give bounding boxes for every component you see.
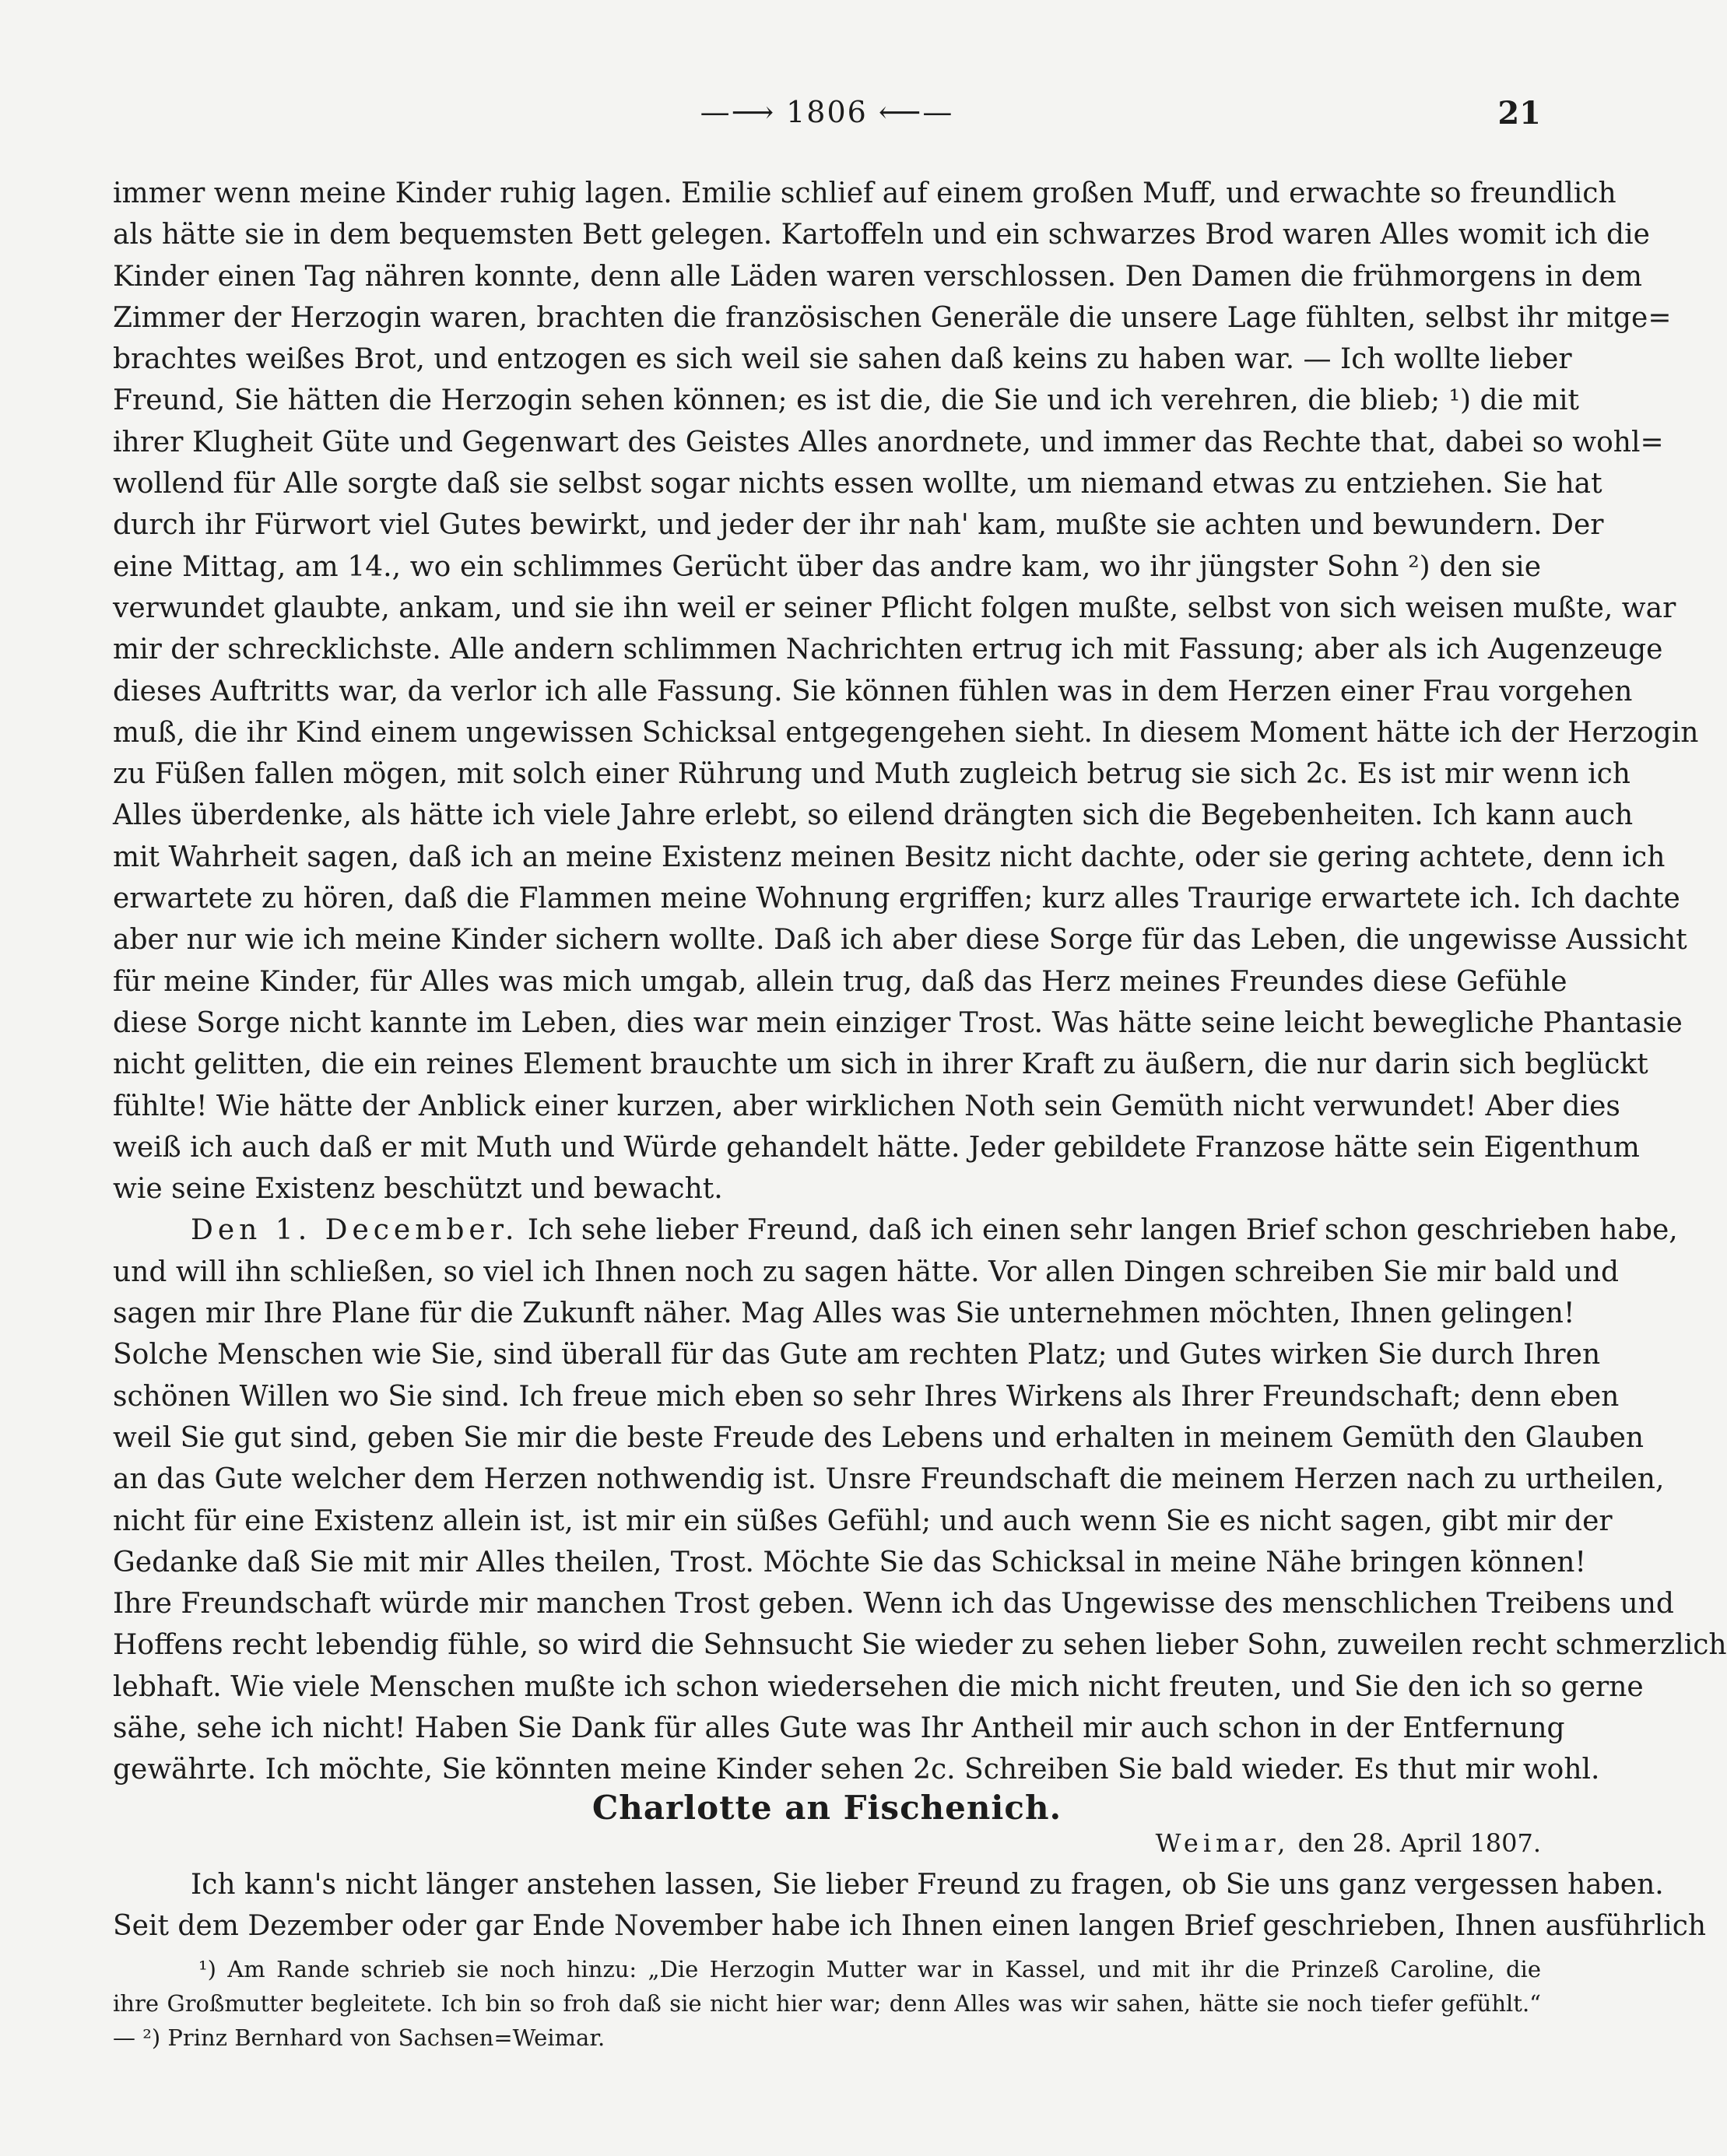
text-line: als hätte sie in dem bequemsten Bett gelegen. Kartoffeln und ein schwarzes Brod waren Alles womit ich die <box>113 219 1650 251</box>
text-line: Solche Menschen wie Sie, sind überall für das Gute am rechten Platz; und Gutes wirken Sie durch Ihren <box>113 1339 1601 1371</box>
text-line: sähe, sehe ich nicht! Haben Sie Dank für alles Gute was Ihr Antheil mir auch schon in der Entfernung <box>113 1712 1565 1744</box>
letter-dateline <box>1156 1828 1541 1858</box>
footnote-line: ¹) Am Rande schrieb sie noch hinzu: „Die Herzogin Mutter war in Kassel, und mit ihr die Prinzeß Caroline, die <box>198 1956 1541 1982</box>
text-line: durch ihr Fürwort viel Gutes bewirkt, und jeder der ihr nah' kam, mußte sie achten und bewundern. Der <box>113 509 1604 542</box>
text-line: Ich kann's nicht länger anstehen lassen, Sie lieber Freund zu fragen, ob Sie uns ganz vergessen haben. <box>191 1869 1664 1901</box>
paragraph-december-first-line <box>113 1210 1678 1251</box>
text-line: sagen mir Ihre Plane für die Zukunft näher. Mag Alles was Sie unternehmen möchten, Ihnen gelingen! <box>113 1297 1575 1330</box>
text-line: an das Gute welcher dem Herzen nothwendig ist. Unsre Freundschaft die meinem Herzen nach zu urtheilen, <box>113 1463 1665 1496</box>
page-number: 21 <box>1497 95 1541 132</box>
text-line: aber nur wie ich meine Kinder sichern wollte. Daß ich aber diese Sorge für das Leben, die ungewisse Aussicht <box>113 924 1687 957</box>
text-line: wollend für Alle sorgte daß sie selbst sogar nichts essen wollte, um niemand etwas zu entziehen. Sie hat <box>113 468 1602 500</box>
text-line: weil Sie gut sind, geben Sie mir die beste Freude des Lebens und erhalten in meinem Gemüth den Glauben <box>113 1421 1645 1454</box>
text-line: brachtes weißes Brot, und entzogen es sich weil sie sahen daß keins zu haben war. — Ich wollte lieber <box>113 343 1572 376</box>
text-line: weiß ich auch daß er mit Muth und Würde gehandelt hätte. Jeder gebildete Franzose hätte sein Eigenthum <box>113 1131 1640 1164</box>
running-head <box>113 95 1541 142</box>
text-line: Ihre Freundschaft würde mir manchen Trost geben. Wenn ich das Ungewisse des menschlichen Treibens und <box>113 1588 1674 1621</box>
letter-heading: Charlotte an Fischenich. <box>591 1789 1062 1827</box>
text-line: wie seine Existenz beschützt und bewacht. <box>113 1173 723 1206</box>
footnote-line: — ²) Prinz Bernhard von Sachsen=Weimar. <box>113 2024 606 2051</box>
text-line: Gedanke daß Sie mit mir Alles theilen, Trost. Möchte Sie das Schicksal in meine Nähe bringen können! <box>113 1546 1586 1578</box>
text-line-rest: Ich sehe lieber Freund, daß ich einen sehr langen Brief schon geschrieben habe, <box>527 1214 1678 1247</box>
text-line: Zimmer der Herzogin waren, brachten die französischen Generäle die unsere Lage fühlten, selbst ihr mitge= <box>113 301 1672 334</box>
text-line: ihrer Klugheit Güte und Gegenwart des Geistes Alles anordnete, und immer das Rechte that, dabei so wohl= <box>113 426 1664 458</box>
text-line: gewährte. Ich möchte, Sie könnten meine Kinder sehen 2c. Schreiben Sie bald wieder. Es thut mir wohl. <box>113 1754 1600 1786</box>
text-line: dieses Auftritts war, da verlor ich alle Fassung. Sie können fühlen was in dem Herzen einer Frau vorgehen <box>113 675 1633 708</box>
text-line: schönen Willen wo Sie sind. Ich freue mich eben so sehr Ihres Wirkens als Ihrer Freundschaft; denn eben <box>113 1380 1620 1413</box>
footnote-line: ihre Großmutter begleitete. Ich bin so froh daß sie nicht hier war; denn Alles was wir sahen, hätte sie noch tiefer gefühlt.“ <box>113 1990 1541 2017</box>
text-line: zu Füßen fallen mögen, mit solch einer Rührung und Muth zugleich betrug sie sich 2c. Es ist mir wenn ich <box>113 758 1630 791</box>
running-title-year: —⟶ 1806 ⟵— <box>700 95 954 129</box>
text-line: eine Mittag, am 14., wo ein schlimmes Gerücht über das andre kam, wo ihr jüngster Sohn ²) den sie <box>113 550 1541 583</box>
text-line: mir der schrecklichste. Alle andern schlimmen Nachrichten ertrug ich mit Fassung; aber als ich Augenzeuge <box>113 634 1663 666</box>
text-line: muß, die ihr Kind einem ungewissen Schicksal entgegengehen sieht. In diesem Moment hätte ich der Herzogin <box>113 716 1699 749</box>
text-line: nicht gelitten, die ein reines Element brauchte um sich in ihrer Kraft zu äußern, die nur darin sich beglückt <box>113 1048 1648 1081</box>
text-line: immer wenn meine Kinder ruhig lagen. Emilie schlief auf einem großen Muff, und erwachte so freundlich <box>113 177 1616 209</box>
footnotes <box>113 1952 1541 2055</box>
text-line: mit Wahrheit sagen, daß ich an meine Existenz meinen Besitz nicht dachte, oder sie gering achtete, denn ich <box>113 841 1666 873</box>
text-line: fühlte! Wie hätte der Anblick einer kurzen, aber wirklichen Noth sein Gemüth nicht verwundet! Aber dies <box>113 1090 1620 1122</box>
text-line: lebhaft. Wie viele Menschen mußte ich schon wiedersehen die mich nicht freuten, und Sie den ich so gerne <box>113 1670 1644 1703</box>
text-line: für meine Kinder, für Alles was mich umgab, allein trug, daß das Herz meines Freundes diese Gefühle <box>113 965 1567 998</box>
text-line: diese Sorge nicht kannte im Leben, dies war mein einziger Trost. Was hätte seine leicht bewegliche Phantasie <box>113 1006 1683 1039</box>
date-heading: Den 1. December. <box>191 1214 519 1247</box>
text-line: Alles überdenke, als hätte ich viele Jahre erlebt, so eilend drängten sich die Begebenheiten. Ich kann auch <box>113 799 1634 832</box>
letter-date: den 28. April 1807. <box>1297 1828 1541 1858</box>
text-line: und will ihn schließen, so viel ich Ihnen noch zu sagen hätte. Vor allen Dingen schreiben Sie mir bald und <box>113 1255 1619 1288</box>
letter-text-block <box>113 1864 1707 1947</box>
text-line: Hoffens recht lebendig fühle, so wird die Sehnsucht Sie wieder zu sehen lieber Sohn, zuweilen recht schmerzlich <box>113 1629 1727 1662</box>
text-line: Seit dem Dezember oder gar Ende November habe ich Ihnen einen langen Brief geschrieben, Ihnen ausführlich <box>113 1910 1707 1943</box>
main-text-block <box>113 173 1727 1791</box>
text-line: Freund, Sie hätten die Herzogin sehen können; es ist die, die Sie und ich verehren, die blieb; ¹) die mit <box>113 384 1579 417</box>
text-line: Kinder einen Tag nähren konnte, denn alle Läden waren verschlossen. Den Damen die frühmorgens in dem <box>113 260 1643 293</box>
letter-place: Weimar, <box>1155 1828 1290 1858</box>
text-line: erwartete zu hören, daß die Flammen meine Wohnung ergriffen; kurz alles Traurige erwartete ich. Ich dachte <box>113 883 1680 915</box>
text-line: nicht für eine Existenz allein ist, ist mir ein süßes Gefühl; und auch wenn Sie es nicht sagen, gibt mir der <box>113 1505 1613 1537</box>
text-line: verwundet glaubte, ankam, und sie ihn weil er seiner Pflicht folgen mußte, selbst von sich weisen mußte, war <box>113 592 1676 624</box>
